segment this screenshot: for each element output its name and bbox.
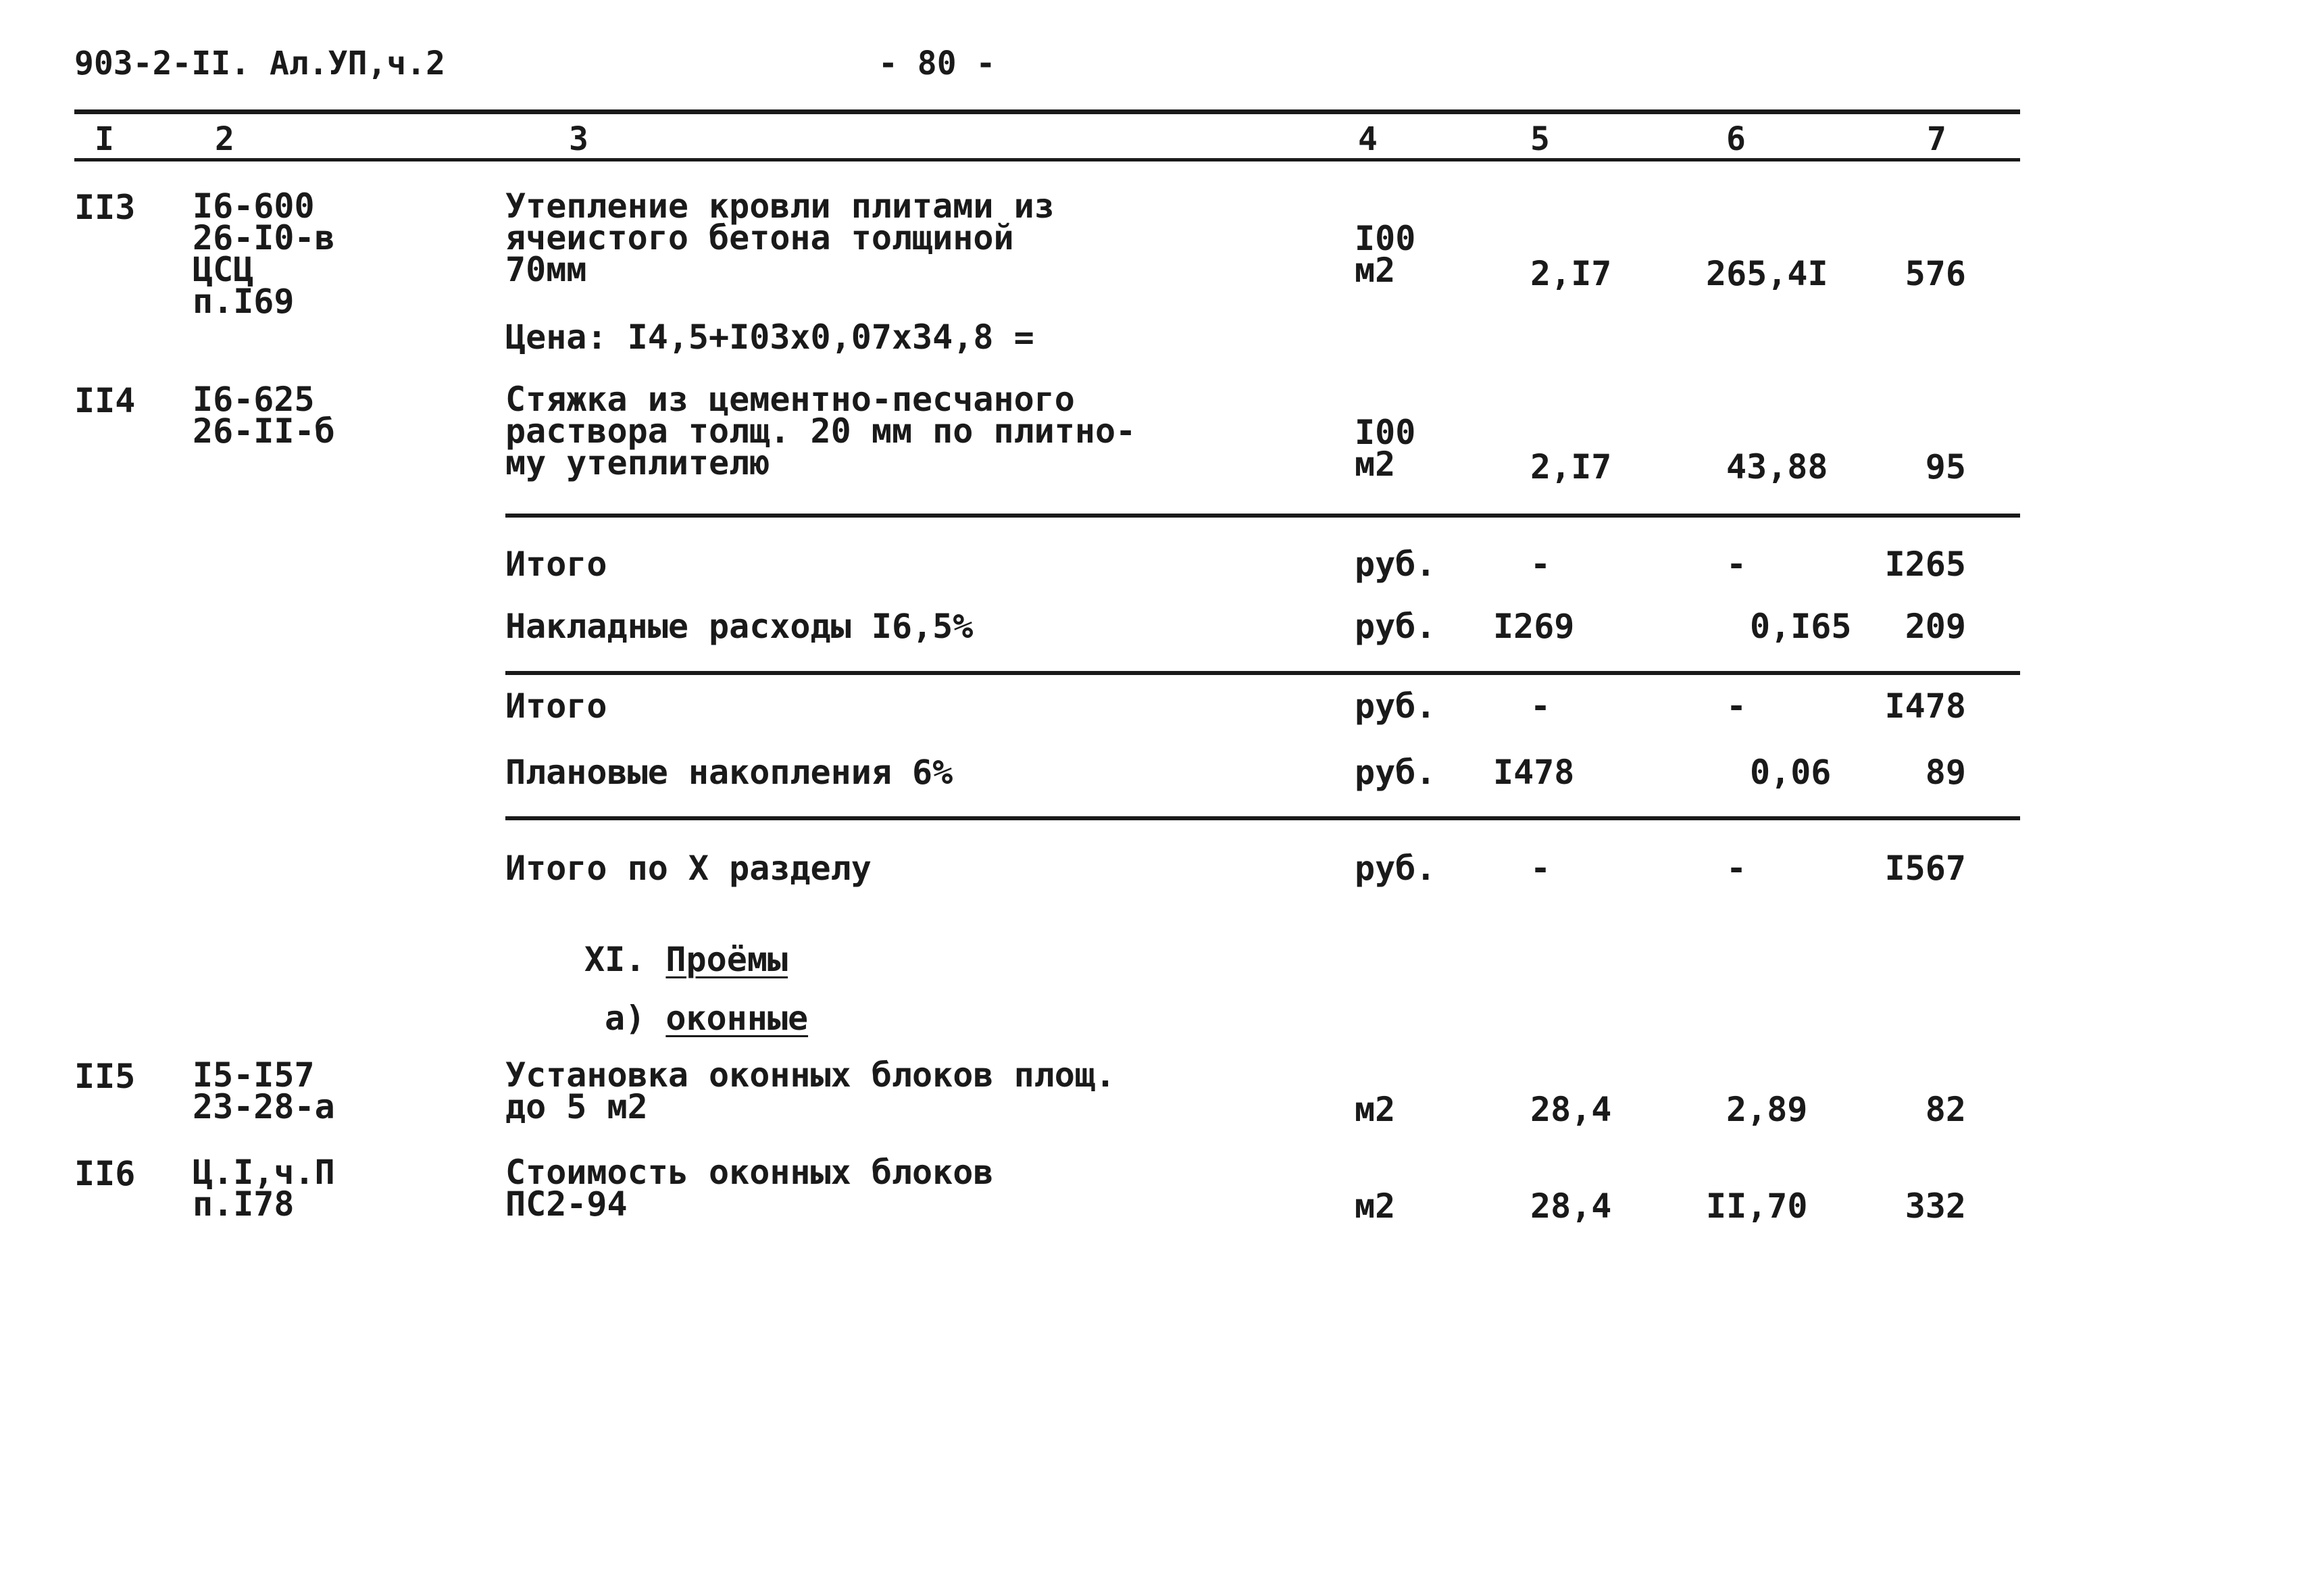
summary-rate: - [1726,687,1747,726]
summary-rule [505,816,2020,820]
unit: I00 м2 [1355,413,1416,484]
row-number: II4 [74,381,136,420]
summary-unit: руб. [1355,753,1436,792]
summary-label: Итого [505,545,607,584]
unit-price: II,70 [1706,1187,1808,1226]
row-number: II6 [74,1154,136,1193]
unit: м2 [1355,1090,1396,1129]
summary-label: Накладные расходы I6,5% [505,607,974,646]
quantity: 2,I7 [1530,254,1612,293]
summary-unit: руб. [1355,687,1436,726]
summary-label: Итого [505,687,607,726]
document-code: 903-2-II. Ал.УП,ч.2 [74,45,446,82]
col-header-4: 4 [1358,120,1378,158]
col-header-2: 2 [215,120,234,158]
subsection-letter: а) [605,999,646,1038]
summary-unit: руб. [1355,607,1436,646]
unit-price: 43,88 [1726,447,1828,487]
summary-base: - [1530,687,1551,726]
total-cost: 82 [1925,1090,1966,1129]
price-formula: Цена: I4,5+I03х0,07х34,8 = [505,318,1034,357]
section-title: Проёмы [665,940,788,979]
norm-code: I6-600 26-I0-в ЦСЦ п.I69 [193,186,335,321]
row-number: II5 [74,1057,136,1096]
summary-rule [505,671,2020,675]
section-number: XI. [584,940,646,979]
quantity: 28,4 [1530,1187,1612,1226]
summary-total: I265 [1884,545,1966,584]
norm-code: I6-625 26-II-б [193,380,335,451]
subsection-title: оконные [665,999,809,1038]
summary-total: I478 [1884,687,1966,726]
quantity: 28,4 [1530,1090,1612,1129]
norm-code: I5-I57 23-28-а [193,1055,335,1126]
work-description: Стоимость оконных блоков ПС2-94 [505,1153,994,1224]
summary-rule [505,514,2020,518]
work-description: Установка оконных блоков площ. до 5 м2 [505,1055,1116,1126]
norm-code: Ц.I,ч.П п.I78 [193,1153,335,1224]
total-cost: 576 [1905,254,1966,293]
section-heading [584,940,788,979]
total-cost: 332 [1905,1187,1966,1226]
unit-price: 265,4I [1706,254,1828,293]
summary-rate: - [1726,545,1747,584]
summary-rate: 0,I65 [1750,607,1852,646]
section-total-amount: I567 [1884,849,1966,888]
section-total-rate: - [1726,849,1747,888]
subsection-heading [605,999,809,1038]
table-header-rule [74,158,2020,161]
unit: м2 [1355,1187,1396,1226]
row-number: II3 [74,188,136,227]
summary-total: 89 [1925,753,1966,792]
summary-label: Плановые накопления 6% [505,753,953,792]
summary-total: 209 [1905,607,1966,646]
col-header-1: I [95,120,114,158]
summary-rate: 0,06 [1750,753,1832,792]
summary-base: - [1530,545,1551,584]
page-number: - 80 - [878,45,996,82]
unit: I00 м2 [1355,219,1416,290]
summary-base: I478 [1493,753,1575,792]
section-total-label: Итого по X разделу [505,849,872,888]
work-description: Утепление кровли плитами из ячеистого бетона толщиной 70мм [505,186,1055,289]
total-cost: 95 [1925,447,1966,487]
col-header-5: 5 [1530,120,1550,158]
col-header-6: 6 [1726,120,1746,158]
unit-price: 2,89 [1726,1090,1808,1129]
work-description: Стяжка из цементно-песчаного раствора толщ. 20 мм по плитно- му утеплителю [505,380,1136,482]
summary-base: I269 [1493,607,1575,646]
quantity: 2,I7 [1530,447,1612,487]
table-top-rule [74,109,2020,114]
section-total-base: - [1530,849,1551,888]
section-total-unit: руб. [1355,849,1436,888]
summary-unit: руб. [1355,545,1436,584]
col-header-3: 3 [569,120,588,158]
col-header-7: 7 [1927,120,1946,158]
